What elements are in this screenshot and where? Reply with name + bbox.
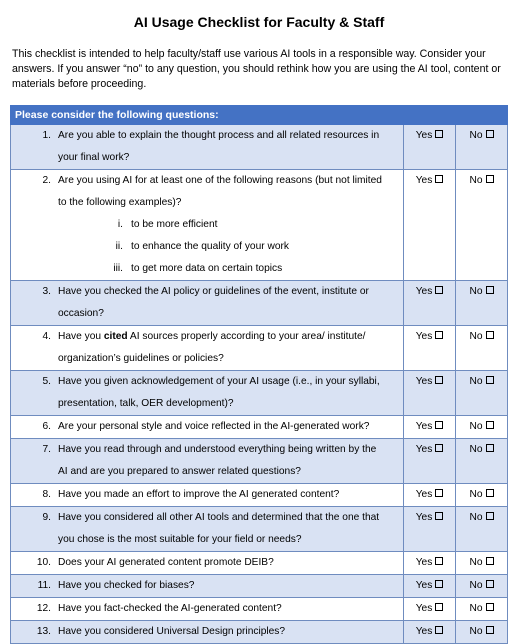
question-text: organization’s guidelines or policies? [58,353,224,364]
question-number [11,192,58,214]
yes-label: Yes [415,331,433,342]
no-checkbox[interactable] [486,603,494,611]
yes-checkbox[interactable] [435,512,443,520]
yes-option[interactable] [404,416,455,438]
yes-cell [404,575,456,598]
question-number: 2. [42,175,51,186]
yes-option[interactable] [404,326,455,348]
yes-cell [404,371,456,416]
question-text: Are you using AI for at least one of the following reasons (but not limited [58,175,382,186]
question-line [11,507,399,529]
no-label: No [469,130,483,141]
no-label: No [469,580,483,591]
table-header-row [11,106,508,125]
yes-cell [404,484,456,507]
question-cell [11,621,404,644]
no-label: No [469,376,483,387]
no-label: No [469,603,483,614]
no-label: No [469,626,483,637]
yes-checkbox[interactable] [435,489,443,497]
yes-checkbox[interactable] [435,331,443,339]
no-cell [456,598,508,621]
sub-item [11,258,399,280]
no-cell [456,575,508,598]
question-cell [11,170,404,281]
yes-checkbox[interactable] [435,130,443,138]
yes-checkbox[interactable] [435,557,443,565]
question-cell [11,598,404,621]
sub-item [11,236,399,258]
yes-option[interactable] [404,439,455,461]
table-row [11,125,508,170]
yes-option[interactable] [404,125,455,147]
question-number [11,461,58,483]
no-option[interactable] [456,416,507,438]
yes-label: Yes [415,512,433,523]
question-line [11,416,399,438]
no-checkbox[interactable] [486,444,494,452]
sub-item-number: ii. [115,241,123,252]
question-text: Have you checked the AI policy or guidelines of the event, institute or [58,286,369,297]
no-label: No [469,557,483,568]
yes-label: Yes [415,626,433,637]
question-number [11,348,58,370]
question-number [11,529,58,551]
question-number [11,147,58,169]
question-cell [11,484,404,507]
intro-paragraph: This checklist is intended to help faculty/staff use various AI tools in a responsible way. Consider your answers. If you answer “no” to any question, you should rethink how you are using the AI tool, content or materials before proceeding. [12,48,501,90]
question-text: Have you considered all other AI tools and determined that the one that [58,512,380,523]
question-text: Have you checked for biases? [58,580,195,591]
sub-item-number: iii. [113,263,123,274]
yes-checkbox[interactable] [435,421,443,429]
no-checkbox[interactable] [486,376,494,384]
yes-cell [404,439,456,484]
no-option[interactable] [456,281,507,303]
question-text: Have you read through and understood everything being written by the [58,444,377,455]
yes-cell [404,281,456,326]
no-option[interactable] [456,170,507,192]
question-line [11,621,399,643]
no-checkbox[interactable] [486,286,494,294]
no-label: No [469,286,483,297]
yes-cell [404,416,456,439]
yes-option[interactable] [404,170,455,192]
question-number: 7. [42,444,51,455]
no-option[interactable] [456,326,507,348]
yes-label: Yes [415,489,433,500]
question-text: Have you cited AI sources properly according to your area/ institute/ [58,331,366,342]
yes-checkbox[interactable] [435,376,443,384]
yes-cell [404,621,456,644]
no-checkbox[interactable] [486,580,494,588]
checklist-table [10,105,508,644]
question-cell [11,416,404,439]
question-line [11,192,399,214]
no-cell [456,281,508,326]
no-option[interactable] [456,621,507,643]
page-title: AI Usage Checklist for Faculty & Staff [133,14,385,30]
no-checkbox[interactable] [486,130,494,138]
question-cell [11,439,404,484]
question-line [11,170,399,192]
question-number: 4. [42,331,51,342]
yes-option[interactable] [404,507,455,529]
question-number: 5. [42,376,51,387]
question-text: Have you fact-checked the AI-generated content? [58,603,282,614]
yes-option[interactable] [404,484,455,506]
no-checkbox[interactable] [486,175,494,183]
question-number: 3. [42,286,51,297]
emphasis-word: cited [103,331,128,342]
yes-label: Yes [415,130,433,141]
no-cell [456,416,508,439]
yes-cell [404,552,456,575]
question-line [11,575,399,597]
question-number: 9. [42,512,51,523]
question-line [11,529,399,551]
yes-label: Yes [415,557,433,568]
no-option[interactable] [456,552,507,574]
table-row [11,326,508,371]
question-line [11,461,399,483]
yes-checkbox[interactable] [435,580,443,588]
table-row [11,371,508,416]
question-text: AI and are you prepared to answer related questions? [58,466,301,477]
no-option[interactable] [456,598,507,620]
table-row [11,575,508,598]
yes-checkbox[interactable] [435,626,443,634]
no-option[interactable] [456,484,507,506]
table-header: Please consider the following questions: [11,106,508,125]
question-cell [11,371,404,416]
question-line [11,281,399,303]
yes-label: Yes [415,286,433,297]
yes-cell [404,170,456,281]
question-text: Are you able to explain the thought process and all related resources in [58,130,380,141]
question-cell [11,281,404,326]
table-row [11,507,508,552]
question-cell [11,575,404,598]
no-cell [456,125,508,170]
yes-checkbox[interactable] [435,444,443,452]
yes-option[interactable] [404,575,455,597]
question-text: you chose is the most suitable for your field or needs? [58,534,302,545]
yes-label: Yes [415,376,433,387]
table-row [11,598,508,621]
yes-label: Yes [415,421,433,432]
question-line [11,552,399,574]
question-text: occasion? [58,308,104,319]
no-checkbox[interactable] [486,331,494,339]
table-row [11,552,508,575]
question-line [11,598,399,620]
question-number: 8. [42,489,51,500]
question-number: 13. [36,626,51,637]
question-number [11,303,58,325]
sub-item-text: to get more data on certain topics [131,263,283,274]
question-cell [11,552,404,575]
yes-option[interactable] [404,552,455,574]
yes-option[interactable] [404,621,455,643]
question-text: Are your personal style and voice reflected in the AI-generated work? [58,421,370,432]
table-row [11,281,508,326]
yes-option[interactable] [404,371,455,393]
yes-checkbox[interactable] [435,175,443,183]
sub-item-text: to be more efficient [131,219,218,230]
no-cell [456,484,508,507]
no-option[interactable] [456,507,507,529]
yes-cell [404,507,456,552]
yes-option[interactable] [404,281,455,303]
question-line [11,393,399,415]
question-cell [11,507,404,552]
no-cell [456,439,508,484]
question-number: 12. [36,603,51,614]
table-row [11,416,508,439]
question-text: your final work? [58,152,130,163]
sub-item [11,214,399,236]
no-label: No [469,331,483,342]
question-text: to the following examples)? [58,197,182,208]
no-checkbox[interactable] [486,421,494,429]
table-row [11,439,508,484]
yes-label: Yes [415,175,433,186]
question-number: 1. [42,130,51,141]
question-text: Have you made an effort to improve the AI generated content? [58,489,340,500]
no-cell [456,621,508,644]
table-row [11,170,508,281]
yes-checkbox[interactable] [435,286,443,294]
table-row [11,484,508,507]
sub-item-number: i. [117,219,123,230]
yes-cell [404,125,456,170]
question-line [11,348,399,370]
no-cell [456,170,508,281]
no-cell [456,371,508,416]
no-option[interactable] [456,371,507,393]
no-checkbox[interactable] [486,626,494,634]
no-option[interactable] [456,575,507,597]
question-number: 11. [37,580,51,591]
yes-checkbox[interactable] [435,603,443,611]
question-line [11,326,399,348]
no-cell [456,326,508,371]
yes-cell [404,598,456,621]
no-cell [456,552,508,575]
yes-label: Yes [415,603,433,614]
question-number [11,393,58,415]
question-text: presentation, talk, OER development)? [58,398,234,409]
question-line [11,303,399,325]
no-checkbox[interactable] [486,512,494,520]
sub-item-text: to enhance the quality of your work [131,241,290,252]
question-text: Have you considered Universal Design principles? [58,626,286,637]
question-line [11,125,399,147]
question-text: Have you given acknowledgement of your AI usage (i.e., in your syllabi, [58,376,380,387]
no-label: No [469,175,483,186]
question-number: 10. [36,557,51,568]
question-line [11,484,399,506]
yes-label: Yes [415,580,433,591]
question-number: 6. [42,421,51,432]
question-text: Does your AI generated content promote DEIB? [58,557,274,568]
no-label: No [469,512,483,523]
question-list [11,125,508,644]
no-checkbox[interactable] [486,557,494,565]
question-line [11,371,399,393]
no-label: No [469,489,483,500]
no-option[interactable] [456,125,507,147]
no-checkbox[interactable] [486,489,494,497]
yes-option[interactable] [404,598,455,620]
no-option[interactable] [456,439,507,461]
yes-cell [404,326,456,371]
table-row [11,621,508,644]
question-line [11,439,399,461]
question-cell [11,125,404,170]
no-cell [456,507,508,552]
question-line [11,147,399,169]
no-label: No [469,444,483,455]
no-label: No [469,421,483,432]
question-cell [11,326,404,371]
yes-label: Yes [415,444,433,455]
